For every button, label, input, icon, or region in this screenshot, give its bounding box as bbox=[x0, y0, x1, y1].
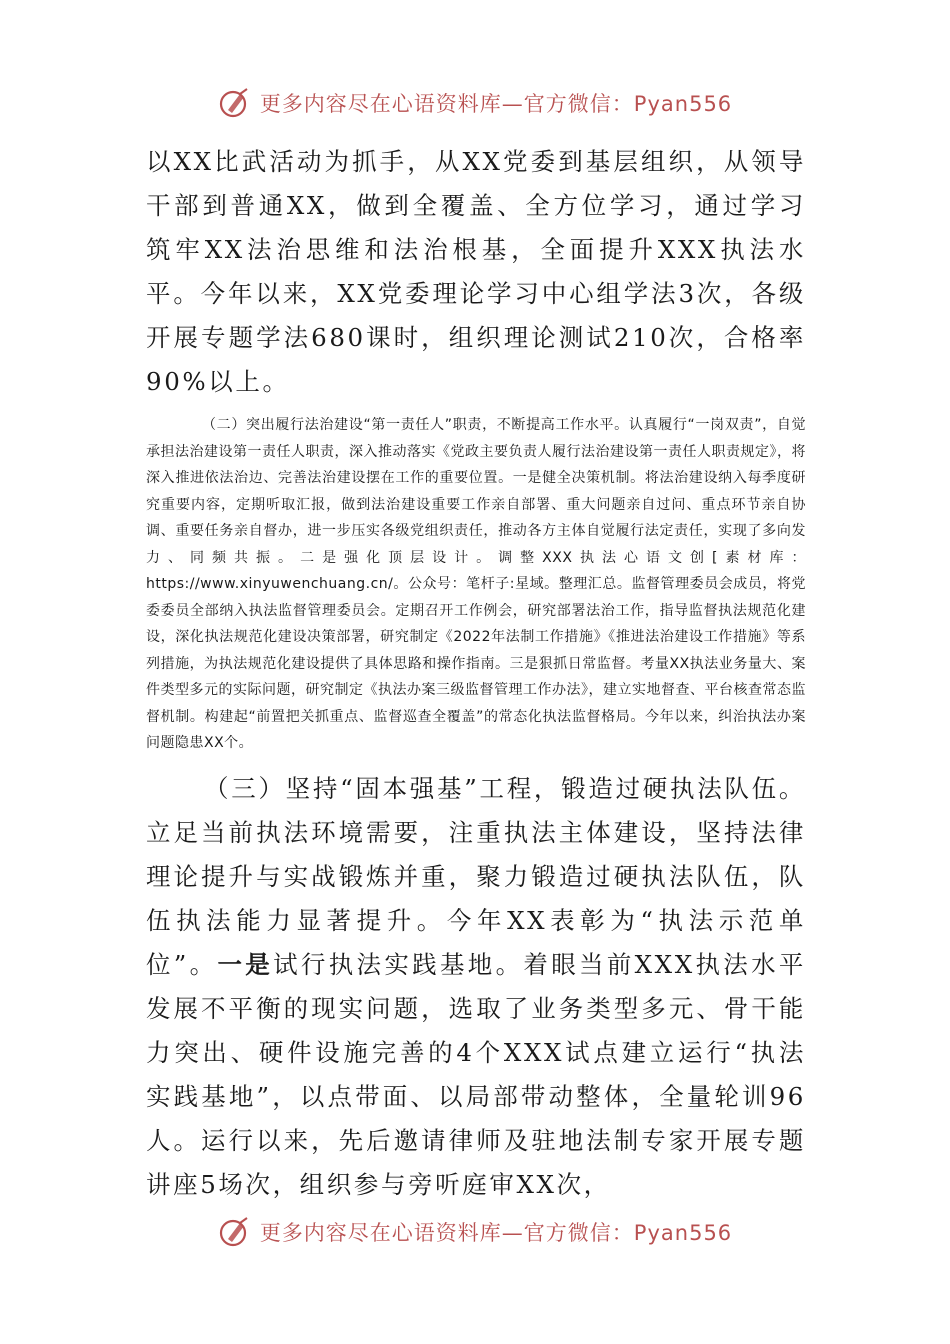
watermark-footer bbox=[0, 1212, 950, 1252]
paragraph-3-lead: （三）坚持“固本强基”工程，锻造过硬执法队伍。立足当前执法环境需要，注重执法主体建设，坚持法律理论提升与实战锻炼并重，聚力锻造过硬执法队伍，队伍执法能力显著提升。今年XX表彰为“执法示范单位”。 bbox=[146, 773, 806, 979]
paragraph-3-rest: 试行执法实践基地。着眼当前XXX执法水平发展不平衡的现实问题，选取了业务类型多元、骨干能力突出、硬件设施完善的4个XXX试点建立运行“执法实践基地”，以点带面、以局部带动整体，全量轮训96人。运行以来，先后邀请律师及驻地法制专家开展专题讲座5场次，组织参与旁听庭审XX次， bbox=[146, 949, 807, 1199]
pen-nib-circle-icon bbox=[218, 86, 252, 120]
paragraph-2: （二）突出履行法治建设“第一责任人”职责，不断提高工作水平。认真履行“一岗双责”，自觉承担法治建设第一责任人职责，深入推动落实《党政主要负责人履行法治建设第一责任人职责规定》，将深入推进依法治边、完善法治建设摆在工作的重要位置。一是健全决策机制。将法治建设纳入每季度研究重要内容，定期听取汇报，做到法治建设重要工作亲自部署、重大问题亲自过问、重点环节亲自协调、重要任务亲自督办，进一步压实各级党组织责任，推动各方主体自觉履行法定责任，实现了多向发力、同频共振。二是强化顶层设计。调整XXX执法心语文创[素材库：https://www.xinyuwenchuang.cn/。公众号：笔杆子:星域。整理汇总。监督管理委员会成员，将党委委员全部纳入执法监督管理委员会。定期召开工作例会，研究部署法治工作，指导监督执法规范化建设，深化执法规范化建设决策部署，研究制定《2022年法制工作措施》《推进法治建设工作措施》等系列措施，为执法规范化建设提供了具体思路和操作指南。三是狠抓日常监督。考量XX执法业务量大、案件类型多元的实际问题，研究制定《执法办案三级监督管理工作办法》，建立实地督查、平台核查常态监督机制。构建起“前置把关抓重点、监督巡查全覆盖”的常态化执法监督格局。今年以来，纠治执法办案问题隐患XX个。 bbox=[146, 417, 806, 751]
paragraph-3-bold-marker: 一是 bbox=[217, 949, 274, 979]
document-body bbox=[146, 140, 806, 1207]
watermark-text: 更多内容尽在心语资料库—官方微信：Pyan556 bbox=[259, 92, 733, 116]
pen-nib-circle-icon bbox=[218, 1215, 252, 1249]
paragraph-1: 以XX比武活动为抓手，从XX党委到基层组织，从领导干部到普通XX，做到全覆盖、全方位学习，通过学习筑牢XX法治思维和法治根基，全面提升XXX执法水平。今年以来，XX党委理论学习中心组学法3次，各级开展专题学法680课时，组织理论测试210次，合格率90%以上。 bbox=[146, 147, 806, 396]
watermark-header bbox=[0, 83, 950, 123]
paragraph-3 bbox=[146, 767, 806, 1207]
watermark-text: 更多内容尽在心语资料库—官方微信：Pyan556 bbox=[259, 1221, 733, 1245]
